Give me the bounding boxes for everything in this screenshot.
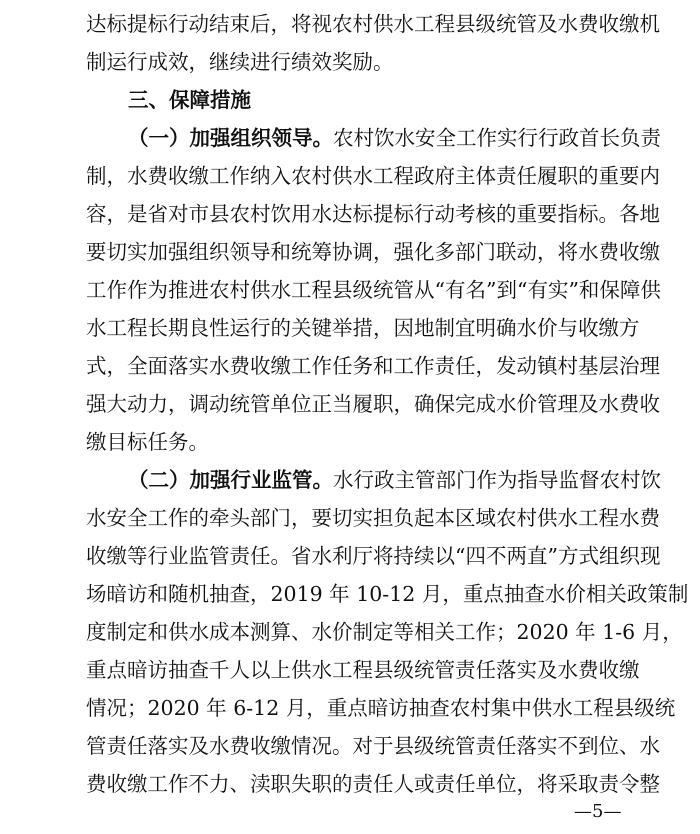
text-line: 式，全面落实水费收缴工作任务和工作责任，发动镇村基层治理: [86, 354, 660, 378]
text-line: 水安全工作的牵头部门，要切实担负起本区域农村供水工程水费: [86, 506, 660, 530]
text-line: 容，是省对市县农村饮用水达标提标行动考核的重要指标。各地: [86, 202, 660, 226]
text-line: 情况；2020 年 6-12 月，重点暗访抽查农村集中供水工程县级统: [86, 696, 676, 720]
text-line: 水工程长期良性运行的关键举措，因地制宜明确水价与收缴方: [86, 316, 640, 340]
section-heading: 三、保障措施: [128, 88, 251, 112]
text-line: 要切实加强组织领导和统筹协调，强化多部门联动，将水费收缴: [86, 240, 660, 264]
text-line: 收缴等行业监管责任。省水利厅将持续以“四不两直”方式组织现: [86, 544, 661, 568]
text-line: 达标提标行动结束后，将视农村供水工程县级统管及水费收缴机: [86, 12, 660, 36]
paragraph-first-line: [128, 468, 661, 492]
text-line: 费收缴工作不力、渎职失职的责任人或责任单位，将采取责令整: [86, 772, 660, 796]
text-line: 工作作为推进农村供水工程县级统管从“有名”到“有实”和保障供: [86, 278, 661, 302]
text-line: 制，水费收缴工作纳入农村供水工程政府主体责任履职的重要内: [86, 164, 660, 188]
paragraph-lead: （一）加强组织领导。: [128, 126, 333, 150]
text-line: 制运行成效，继续进行绩效奖励。: [86, 50, 394, 74]
text-line: 强大动力，调动统管单位正当履职，确保完成水价管理及水费收: [86, 392, 660, 416]
text-line: 缴目标任务。: [86, 430, 209, 454]
text-line: 管责任落实及水费收缴情况。对于县级统管责任落实不到位、水: [86, 734, 660, 758]
page-number: —5—: [574, 801, 622, 822]
text-line: 重点暗访抽查千人以上供水工程县级统管责任落实及水费收缴: [86, 658, 640, 682]
paragraph-text: 水行政主管部门作为指导监督农村饮: [333, 468, 661, 492]
paragraph-first-line: [128, 126, 661, 150]
paragraph-text: 农村饮水安全工作实行行政首长负责: [333, 126, 661, 150]
paragraph-lead: （二）加强行业监管。: [128, 468, 333, 492]
text-line: 场暗访和随机抽查，2019 年 10-12 月，重点抽查水价相关政策制: [86, 582, 689, 606]
text-line: 度制定和供水成本测算、水价制定等相关工作；2020 年 1-6 月，: [86, 620, 683, 644]
